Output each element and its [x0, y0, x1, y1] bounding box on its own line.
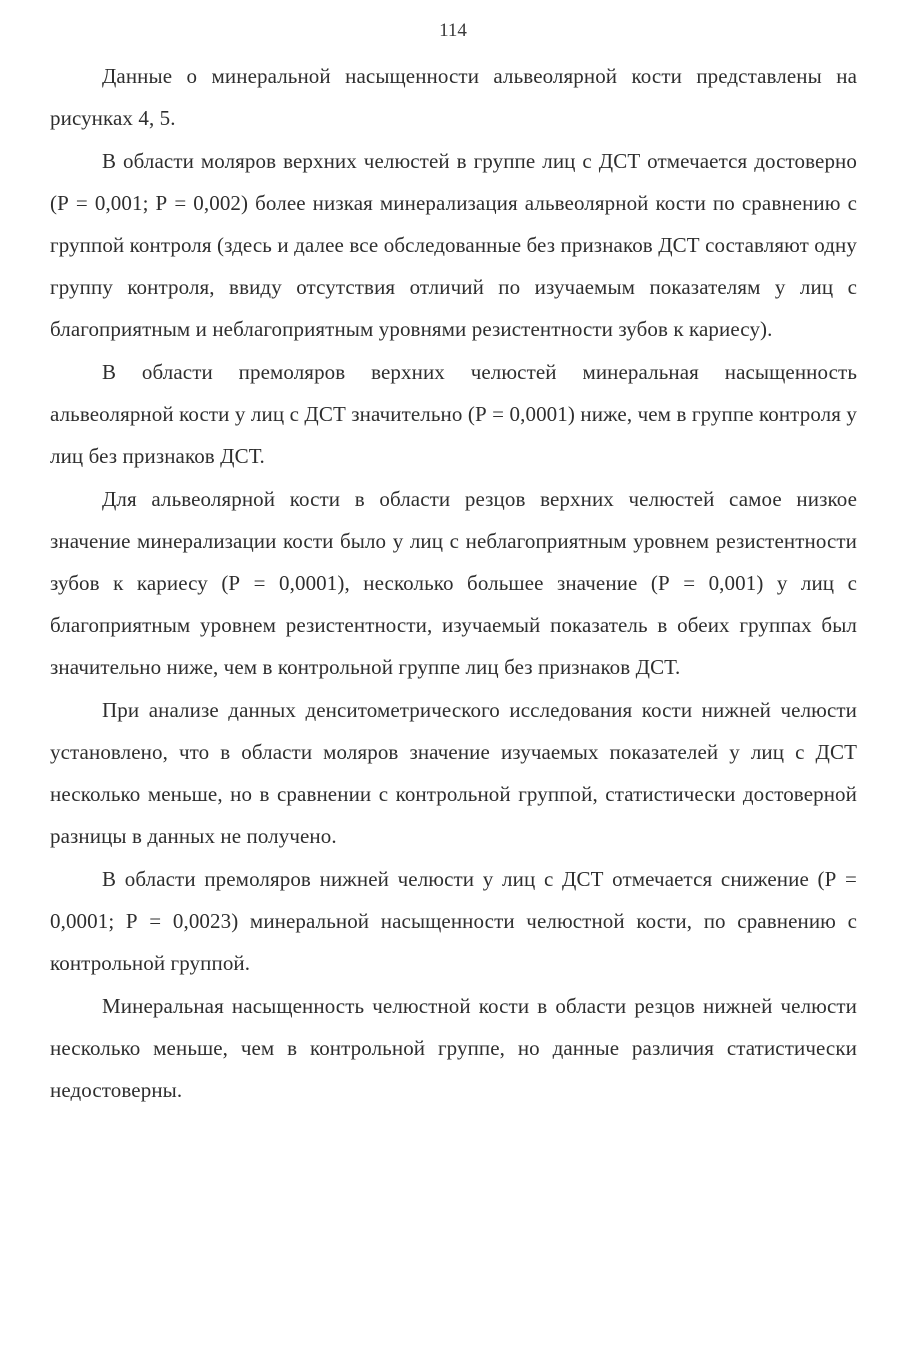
page-number: 114 — [439, 20, 467, 41]
document-body — [50, 55, 857, 1112]
paragraph-upper-incisors: Для альвеолярной кости в области резцов верхних челюстей самое низкое значение минерализации кости было у лиц с неблагоприятным уровнем резистентности зубов к кариесу (Р = 0,0001), несколько большее значение (Р = 0,001) у лиц с благоприятным уровнем резистентности, изучаемый показатель в обеих группах был значительно ниже, чем в контрольной группе лиц без признаков ДСТ. — [50, 487, 857, 679]
paragraph-lower-premolars: В области премоляров нижней челюсти у лиц с ДСТ отмечается снижение (Р = 0,0001; Р = 0,0023) минеральной насыщенности челюстной кости, по сравнению с контрольной группой. — [50, 867, 857, 975]
paragraph-lower-incisors: Минеральная насыщенность челюстной кости в области резцов нижней челюсти несколько меньше, чем в контрольной группе, но данные различия статистически недостоверны. — [50, 994, 857, 1102]
paragraph-upper-molars: В области моляров верхних челюстей в группе лиц с ДСТ отмечается достоверно (Р = 0,001; Р = 0,002) более низкая минерализация альвеолярной кости по сравнению с группой контроля (здесь и далее все обследованные без признаков ДСТ составляют одну группу контроля, ввиду отсутствия отличий по изучаемым показателям у лиц с благоприятным и неблагоприятным уровнями резистентности зубов к кариесу). — [50, 149, 857, 341]
paragraph-lower-molars: При анализе данных денситометрического исследования кости нижней челюсти установлено, что в области моляров значение изучаемых показателей у лиц с ДСТ несколько меньше, но в сравнении с контрольной группой, статистически достоверной разницы в данных не получено. — [50, 698, 857, 848]
paragraph-upper-premolars: В области премоляров верхних челюстей минеральная насыщенность альвеолярной кости у лиц с ДСТ значительно (Р = 0,0001) ниже, чем в группе контроля у лиц без признаков ДСТ. — [50, 360, 857, 468]
paragraph-figures-reference: Данные о минеральной насыщенности альвеолярной кости представлены на рисунках 4, 5. — [50, 64, 857, 130]
